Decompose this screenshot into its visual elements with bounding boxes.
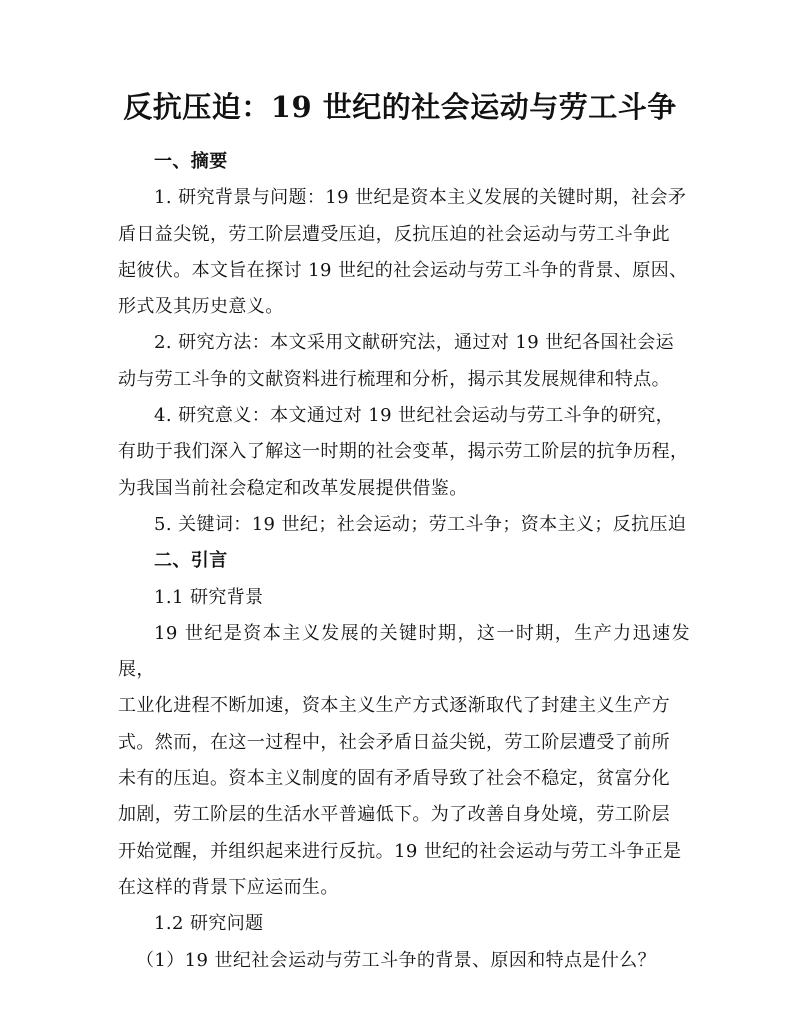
text-line: 式。然而，在这一过程中，社会矛盾日益尖锐，劳工阶层遭受了前所: [118, 731, 670, 753]
text-line: 开始觉醒，并组织起来进行反抗。19 世纪的社会运动与劳工斗争正是: [118, 840, 682, 862]
abstract-item-method: [118, 325, 690, 398]
introduction-heading: 二、引言: [154, 550, 228, 572]
text-line: 5. 关键词：19 世纪；社会运动；劳工斗争；资本主义；反抗压迫: [154, 513, 687, 535]
text-line: 2. 研究方法：本文采用文献研究法，通过对 19 世纪各国社会运: [154, 332, 675, 354]
abstract-item-significance: [118, 398, 690, 507]
abstract-item-background: [118, 180, 690, 325]
text-line: 加剧，劳工阶层的生活水平普遍低下。为了改善自身处境，劳工阶层: [118, 804, 670, 826]
text-line: 起彼伏。本文旨在探讨 19 世纪的社会运动与劳工斗争的背景、原因、: [118, 259, 688, 281]
text-line: 有助于我们深入了解这一时期的社会变革，揭示劳工阶层的抗争历程，: [118, 441, 689, 463]
section-1-2-title: 1.2 研究问题: [154, 913, 264, 935]
text-line: 为我国当前社会稳定和改革发展提供借鉴。: [118, 477, 468, 499]
document-title: 反抗压迫：19 世纪的社会运动与劳工斗争: [123, 90, 677, 124]
text-line: 动与劳工斗争的文献资料进行梳理和分析，揭示其发展规律和特点。: [118, 368, 670, 390]
abstract-heading: 一、摘要: [154, 151, 228, 172]
text-line: 在这样的背景下应运而生。: [118, 876, 339, 898]
research-question-1: （1）19 世纪社会运动与劳工斗争的背景、原因和特点是什么？: [136, 949, 657, 971]
text-line: 未有的压迫。资本主义制度的固有矛盾导致了社会不稳定，贫富分化: [118, 768, 670, 790]
text-line: 19 世纪是资本主义发展的关键时期，这一时期，生产力迅速发展，: [118, 622, 690, 681]
text-line: 工业化进程不断加速，资本主义生产方式逐渐取代了封建主义生产方: [118, 695, 670, 717]
text-line: 1. 研究背景与问题：19 世纪是资本主义发展的关键时期，社会矛: [154, 187, 687, 209]
text-line: 形式及其历史意义。: [118, 296, 284, 318]
abstract-item-keywords: [118, 507, 690, 543]
text-line: 盾日益尖锐，劳工阶层遭受压迫，反抗压迫的社会运动与劳工斗争此: [118, 223, 670, 245]
section-1-1-title: 1.1 研究背景: [154, 586, 264, 608]
section-1-1-paragraph: [118, 616, 690, 906]
text-line: 4. 研究意义：本文通过对 19 世纪社会运动与劳工斗争的研究，: [154, 405, 675, 427]
document-body: [118, 144, 690, 979]
